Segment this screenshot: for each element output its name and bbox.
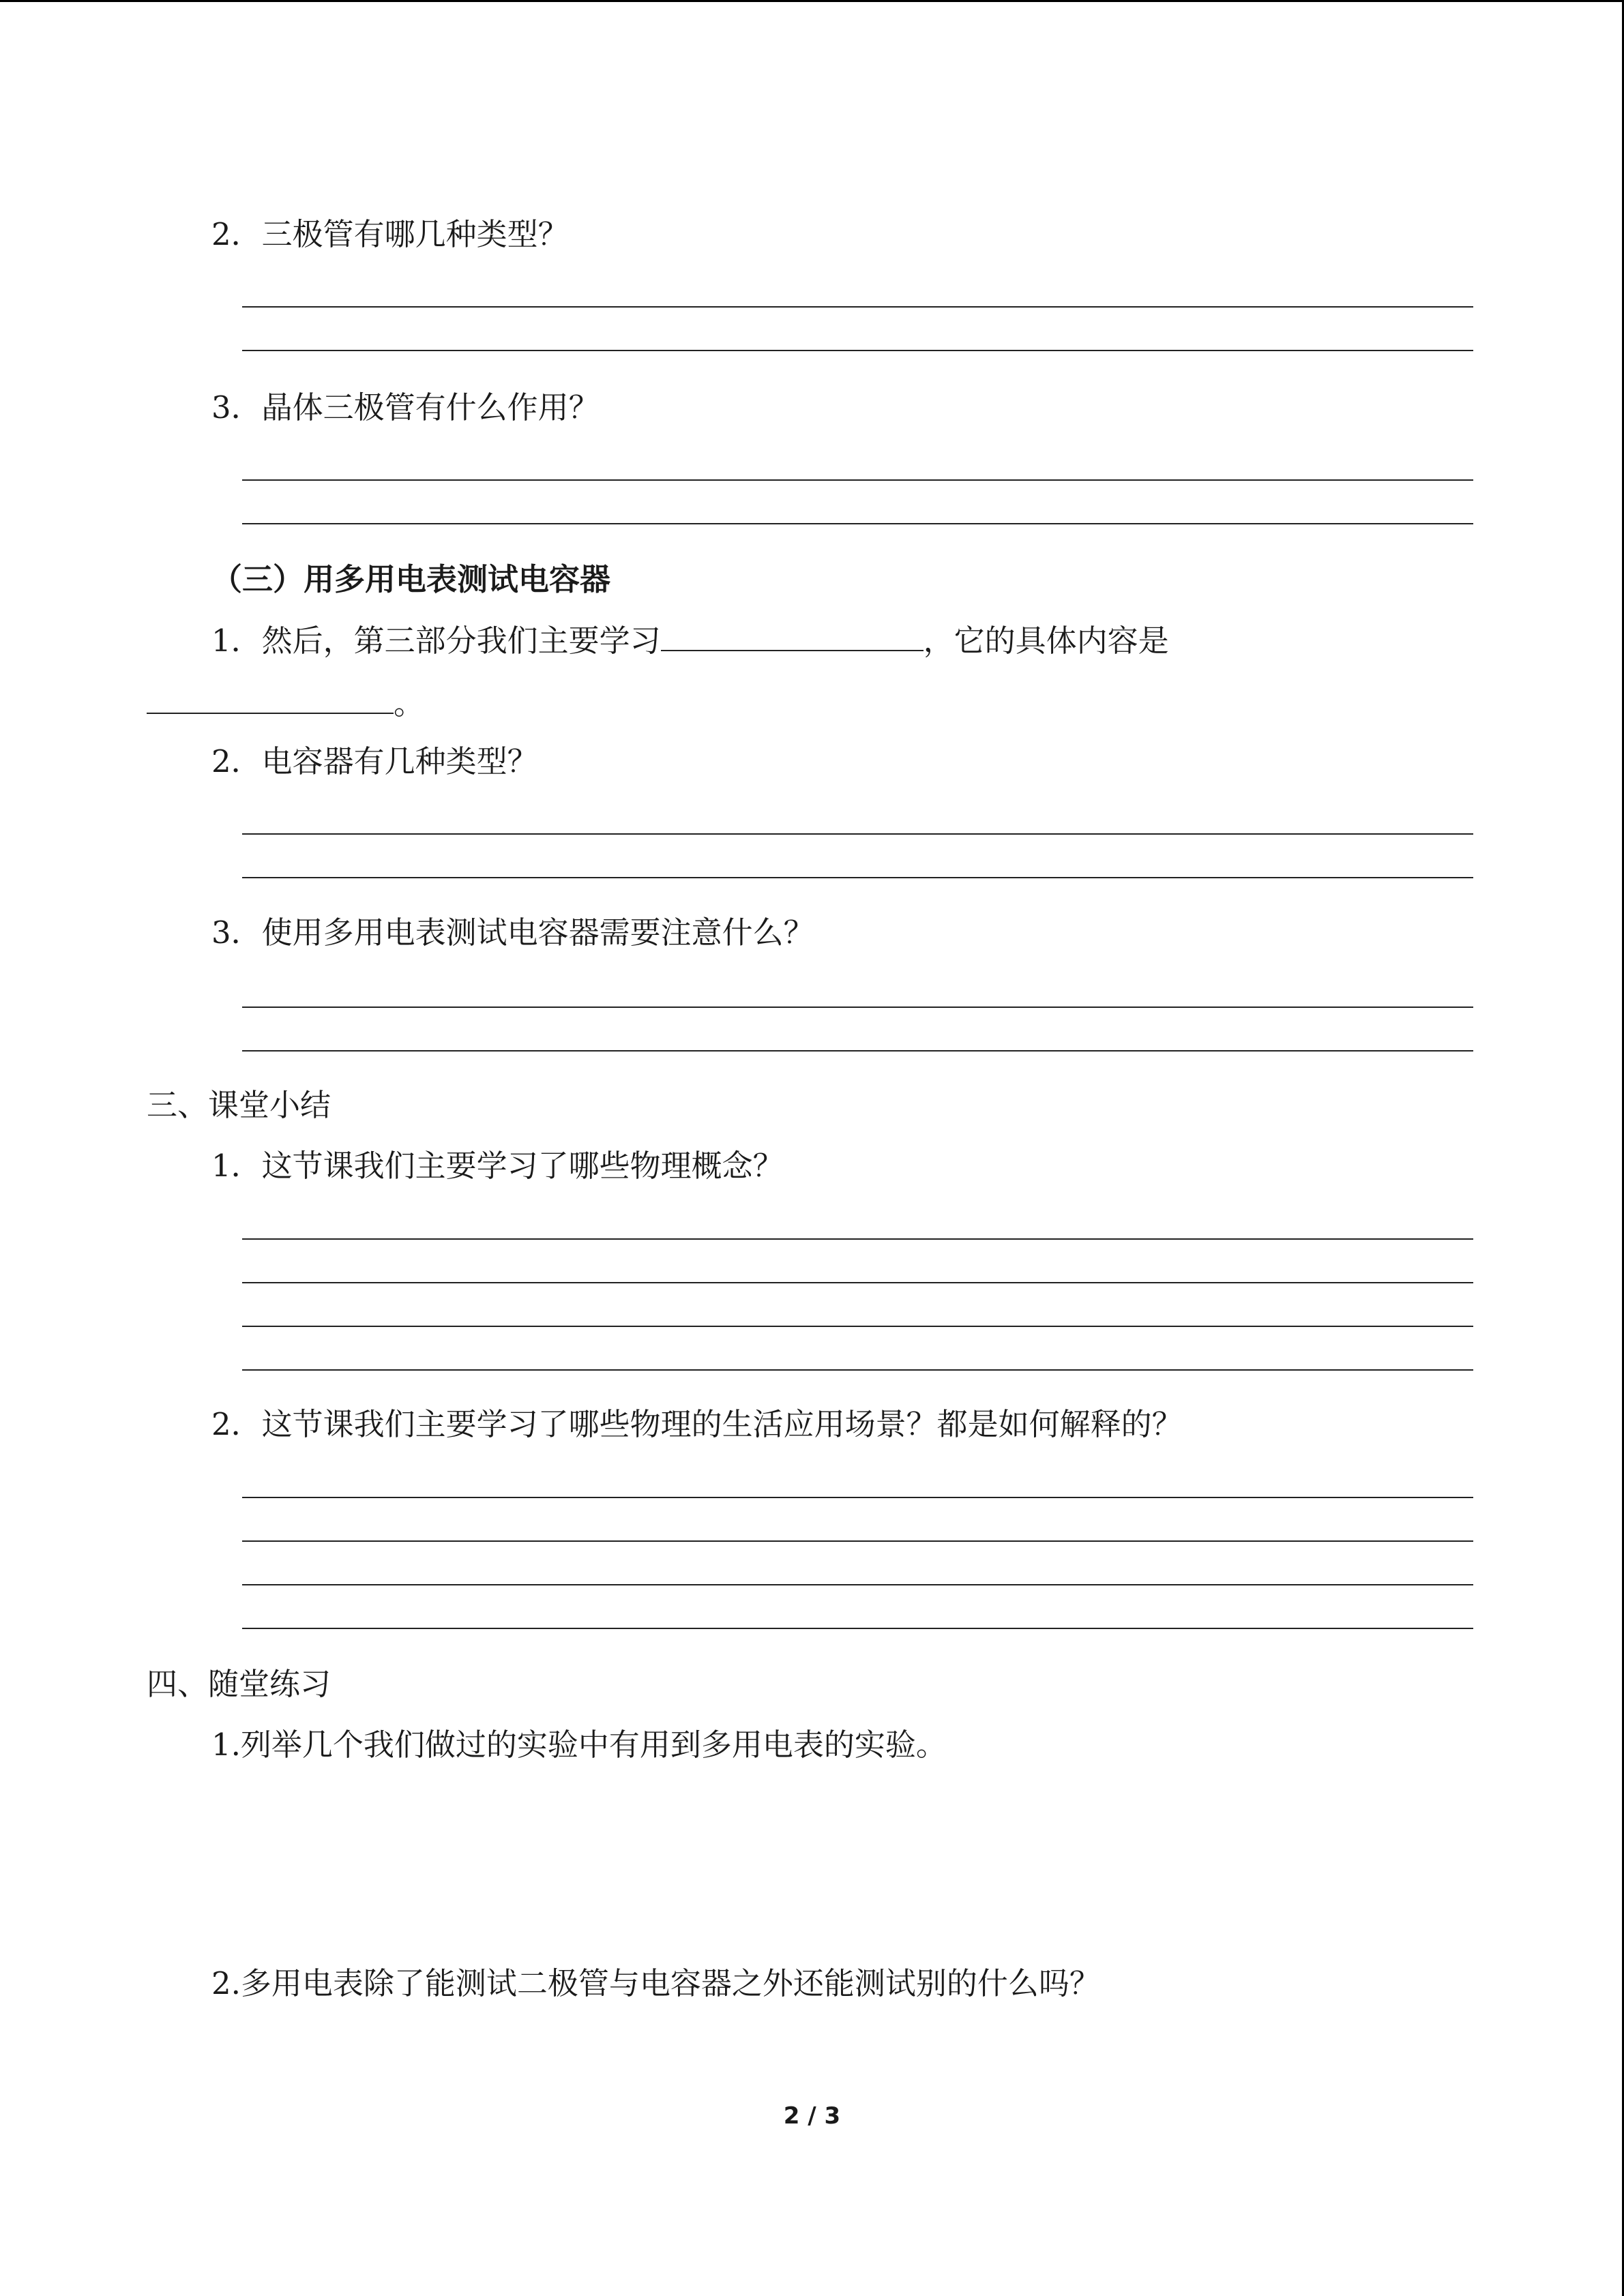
answer-line[interactable]	[242, 1584, 1473, 1585]
question-multimeter-experiments: 1.列举几个我们做过的实验中有用到多用电表的实验。	[211, 1727, 947, 1763]
question-capacitor-precautions: 3．使用多用电表测试电容器需要注意什么？	[211, 914, 814, 951]
answer-line[interactable]	[242, 306, 1473, 308]
question-physics-concepts: 1．这节课我们主要学习了哪些物理概念？	[211, 1148, 784, 1184]
question-capacitor-types: 2．电容器有几种类型？	[211, 743, 538, 779]
section-heading-practice: 四、随堂练习	[147, 1666, 331, 1702]
answer-line[interactable]	[242, 1540, 1473, 1542]
answer-line[interactable]	[242, 523, 1473, 524]
fill-in-blank[interactable]	[147, 683, 394, 714]
sentence-end: 。	[394, 685, 425, 721]
page-border-top	[0, 0, 1624, 2]
question-text: ，它的具体内容是	[923, 623, 1169, 659]
section-heading-capacitor-test: （三）用多用电表测试电容器	[211, 561, 611, 597]
question-section3-continuation	[147, 683, 424, 724]
fill-in-blank[interactable]	[661, 620, 924, 651]
answer-line[interactable]	[242, 1007, 1473, 1008]
page-number: 2 / 3	[783, 2102, 841, 2130]
answer-line[interactable]	[242, 1497, 1473, 1498]
question-multimeter-other-uses: 2.多用电表除了能测试二极管与电容器之外还能测试别的什么吗？	[211, 1965, 1100, 2001]
question-physics-applications: 2．这节课我们主要学习了哪些物理的生活应用场景？都是如何解释的？	[211, 1406, 1183, 1442]
question-transistor-function: 3．晶体三极管有什么作用？	[211, 389, 600, 426]
answer-line[interactable]	[242, 1628, 1473, 1629]
answer-line[interactable]	[242, 833, 1473, 835]
answer-line[interactable]	[242, 1326, 1473, 1327]
answer-line[interactable]	[242, 1238, 1473, 1240]
answer-line[interactable]	[242, 1282, 1473, 1283]
question-section3-content	[211, 620, 1169, 661]
question-transistor-types: 2．三极管有哪几种类型？	[211, 216, 569, 252]
question-text: 1．然后，第三部分我们主要学习	[211, 623, 661, 659]
answer-line[interactable]	[242, 479, 1473, 481]
answer-line[interactable]	[242, 1050, 1473, 1052]
section-heading-summary: 三、课堂小结	[147, 1087, 331, 1123]
answer-line[interactable]	[242, 1369, 1473, 1371]
answer-line[interactable]	[242, 350, 1473, 351]
answer-line[interactable]	[242, 877, 1473, 878]
